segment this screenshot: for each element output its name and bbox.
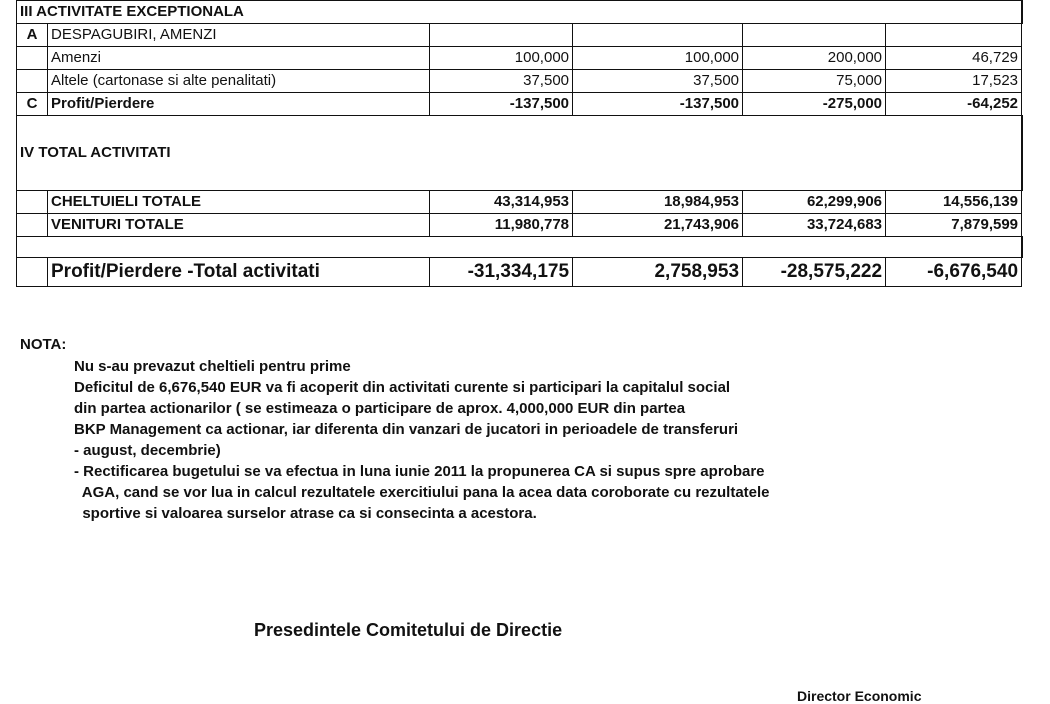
cell-value: -137,500	[573, 93, 743, 116]
row-label: DESPAGUBIRI, AMENZI	[48, 24, 430, 47]
signature-director: Director Economic	[797, 688, 922, 704]
signature-president: Presedintele Comitetului de Directie	[254, 620, 563, 640]
cell-value: 75,000	[743, 70, 886, 93]
cell-value: 100,000	[573, 47, 743, 70]
row-profit-pierdere	[17, 93, 1022, 116]
nota-lines	[74, 356, 770, 524]
row-code: A	[17, 24, 48, 47]
row-despagubiri	[17, 24, 1022, 47]
row-label: VENITURI TOTALE	[48, 214, 430, 237]
row-code: C	[17, 93, 48, 116]
note-line: - Rectificarea bugetului se va efectua in luna iunie 2011 la propunerea CA si supus spre aprobare	[74, 463, 765, 480]
cell-value: 2,758,953	[573, 258, 743, 287]
spacer-row	[17, 237, 1022, 258]
cell-value: 11,980,778	[430, 214, 573, 237]
cell-value: 21,743,906	[573, 214, 743, 237]
cell-value: 33,724,683	[743, 214, 886, 237]
cell-value: 37,500	[573, 70, 743, 93]
cell-value: 18,984,953	[573, 191, 743, 214]
cell-value: 17,523	[886, 70, 1022, 93]
section4-header-row	[17, 116, 1022, 191]
note-line: sportive si valoarea surselor atrase ca si consecinta a acestora.	[74, 505, 537, 522]
section3-header-row	[17, 1, 1022, 24]
cell-value: -6,676,540	[886, 258, 1022, 287]
cell-value: 7,879,599	[886, 214, 1022, 237]
row-label: Profit/Pierdere	[48, 93, 430, 116]
cell-value: 100,000	[430, 47, 573, 70]
note-line: AGA, cand se vor lua in calcul rezultatele exercitiului pana la acea data coroborate cu rezultatele	[74, 484, 770, 501]
row-label: Altele (cartonase si alte penalitati)	[48, 70, 430, 93]
row-cheltuieli-totale	[17, 191, 1022, 214]
cell-value: -28,575,222	[743, 258, 886, 287]
budget-sheet	[16, 0, 1021, 287]
section3-title: III ACTIVITATE EXCEPTIONALA	[17, 1, 573, 24]
nota-title: NOTA:	[20, 336, 67, 353]
row-label: CHELTUIELI TOTALE	[48, 191, 430, 214]
note-line: Nu s-au prevazut cheltieli pentru prime	[74, 358, 351, 375]
note-line: din partea actionarilor ( se estimeaza o participare de aprox. 4,000,000 EUR din partea	[74, 400, 686, 417]
cell-value: -137,500	[430, 93, 573, 116]
row-altele	[17, 70, 1022, 93]
budget-table	[16, 0, 1023, 287]
cell-value: 14,556,139	[886, 191, 1022, 214]
cell-value: -31,334,175	[430, 258, 573, 287]
row-label: Profit/Pierdere -Total activitati	[48, 258, 430, 287]
cell-value: 37,500	[430, 70, 573, 93]
note-line: BKP Management ca actionar, iar diferenta din vanzari de jucatori in perioadele de transferuri	[74, 421, 739, 438]
cell-value: 43,314,953	[430, 191, 573, 214]
row-total-activitati	[17, 258, 1022, 287]
cell-value: 46,729	[886, 47, 1022, 70]
cell-value: 200,000	[743, 47, 886, 70]
note-line: Deficitul de 6,676,540 EUR va fi acoperit din activitati curente si participari la capitalul social	[74, 379, 731, 396]
section4-title: IV TOTAL ACTIVITATI	[17, 116, 573, 191]
row-label: Amenzi	[48, 47, 430, 70]
cell-value: 62,299,906	[743, 191, 886, 214]
row-venituri-totale	[17, 214, 1022, 237]
cell-value: -275,000	[743, 93, 886, 116]
row-amenzi	[17, 47, 1022, 70]
note-line: - august, decembrie)	[74, 442, 221, 459]
cell-value: -64,252	[886, 93, 1022, 116]
